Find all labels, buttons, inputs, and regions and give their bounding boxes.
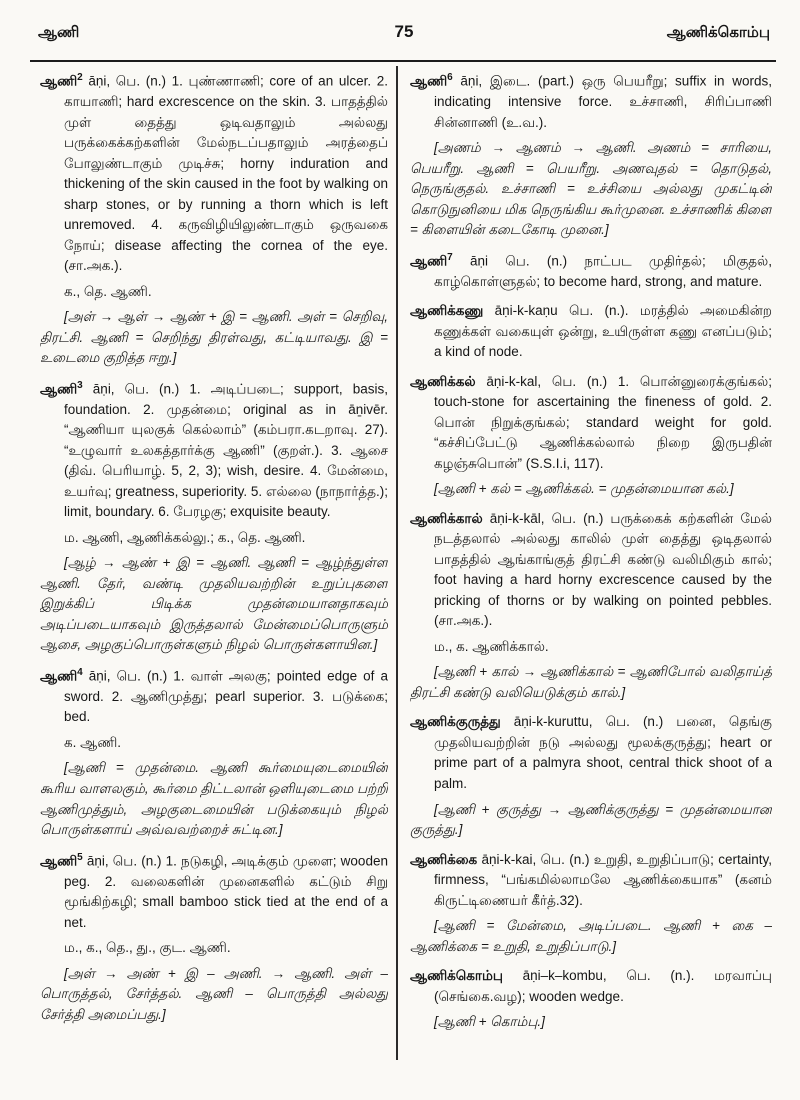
transliteration: āṇi, bbox=[86, 853, 109, 869]
etymology: [ஆணி + கொம்பு.] bbox=[434, 1014, 545, 1030]
transliteration: āṇi, bbox=[460, 73, 483, 89]
running-header bbox=[38, 22, 770, 43]
entry-anikkal bbox=[410, 372, 772, 500]
header-rule bbox=[30, 60, 776, 62]
entry-head bbox=[410, 509, 772, 632]
transliteration: āṇi-k-kai, bbox=[481, 851, 537, 867]
entry-head bbox=[40, 378, 388, 523]
definition-text: பெ. (n.). மரவாப்பு (செங்கை.வழ); wooden wedge. bbox=[434, 968, 772, 1004]
entry-head bbox=[410, 712, 772, 794]
headword: ஆணி bbox=[40, 853, 78, 869]
definition-text: பெ. (n.) நாட்பட முதிர்தல்; மிகுதல், காழ்கொள்ளுதல்; to become hard, strong, and mature. bbox=[434, 253, 772, 289]
transliteration: āṇi–k–kombu, bbox=[522, 968, 607, 984]
definition-text: பெ. (n.) உறுதி, உறுதிப்பாடு; certainty, firmness, “பங்கமில்லாமலே ஆணிக்கையாக” (கனம் கிருட்டிணையர் கீர்த்.32). bbox=[434, 851, 772, 908]
entry-ani-3 bbox=[40, 378, 388, 656]
transliteration: āṇi-k-kaṇu bbox=[494, 303, 558, 319]
definition-text: பெ. (n.) பனை, தெங்கு முதலியவற்றின் நடு அல்லது மூலக்குருத்து; heart or prime part of a palmyra shoot, central thick shoot of a palm. bbox=[434, 714, 772, 791]
entry-ani-5 bbox=[40, 850, 388, 1026]
definition-text: பெ. (n.) 1. புண்ணாணி; core of an ulcer. 2. காயாணி; hard excrescence on the skin. 3. பாதத்தில் முள் தைத்து ஒடிவதாலும் அல்லது பருக்கைக்கற்களின் மேல்நடப்பதாலும் அரத்தைப் போலுண்டாகும் முடிச்சு; horny induration and thickening of the skin caused in the foot by walking on sharp stones, or by running a thorn which is left unremoved. 4. கருவிழியிலுண்டாகும் ஒருவகை நோய்; disease affecting the cornea of the eye. (சா.அக.). bbox=[64, 73, 388, 274]
entry-head bbox=[410, 301, 772, 363]
entry-ani-2 bbox=[40, 70, 388, 369]
etymology: [ஆணி = மேன்மை, அடிப்படை. ஆணி + கை – ஆணிக்கை = உறுதி, உறுதிப்பாடு.] bbox=[410, 918, 772, 954]
headword: ஆணிக்கணு bbox=[410, 303, 484, 319]
definition-text: இடை. (part.) ஒரு பெயரீறு; suffix in words, indicating intensive force. உச்சாணி, சிரிப்பாணி சின்னாணி (உ.வ.). bbox=[434, 73, 772, 130]
headword: ஆணிக்கை bbox=[410, 851, 478, 867]
definition-text: பெ. (n.) பருக்கைக் கற்களின் மேல் நடத்தலால் அல்லது காலில் முள் தைத்து ஒடிதலால் பாதத்தில் ஆங்காங்குத் திரட்சி கண்டு வலிமிகும் கால்; foot having a hard horny excrescence caused by the pricking of thorns or by walking on pointed pebbles. (சா.அக.). bbox=[434, 510, 772, 629]
transliteration: āṇi-k-kuruttu, bbox=[513, 714, 593, 730]
entry-head bbox=[410, 850, 772, 912]
entry-head bbox=[410, 372, 772, 475]
left-column bbox=[40, 70, 388, 1080]
etymology: [ஆணி + கால் → ஆணிக்கால் = ஆணிபோல் வலிதாய்த் திரட்சி கண்டு வலியெடுக்கும் கால்.] bbox=[410, 664, 772, 700]
entry-anikkombu bbox=[410, 966, 772, 1033]
headword: ஆணிக்கல் bbox=[410, 373, 476, 389]
headword: ஆணிக்கொம்பு bbox=[410, 968, 503, 984]
entry-anikkuruttu bbox=[410, 712, 772, 840]
transliteration: āṇi bbox=[470, 253, 489, 269]
etymology: [ஆணி + குருத்து → ஆணிக்குருத்து = முதன்மையான குருத்து.] bbox=[410, 801, 772, 838]
definition-text: பெ. (n.) 1. வாள் அலகு; pointed edge of a sword. 2. ஆணிமுத்து; pearl superior. 3. படுக்கை; bed. bbox=[64, 668, 388, 725]
entry-head bbox=[410, 966, 772, 1007]
cognates-line: ம., க. ஆணிக்கால். bbox=[434, 638, 549, 654]
entry-head bbox=[40, 70, 388, 277]
entry-head bbox=[410, 250, 772, 293]
entry-head bbox=[40, 665, 388, 728]
entry-anikkanu bbox=[410, 301, 772, 363]
definition-text: பெ. (n.) 1. அடிப்படை; support, basis, foundation. 2. முதன்மை; original as in āṉivēr. “ஆணியா யுலகுக் கெல்லாம்” (கம்பரா.கடறாவு. 27). “உழுவார் உலகத்தார்க்கு ஆணி” (குறள்.). 3. ஆசை (திவ். பெரியாழ். 5, 2, 3); wish, desire. 4. மேன்மை, உயர்வு; greatness, superiority. 5. எல்லை (நாநார்த்த.); limit, boundary. 6. பேரழகு; exquisite beauty. bbox=[64, 381, 388, 520]
etymology: [அணம் → ஆணம் → ஆணி. அணம் = சாரியை, பெயரீறு. ஆணி = பெயரீறு. அணவுதல் = தொடுதல், நெருங்குதல். உச்சாணி = உச்சியை அல்லது முகட்டின் கொடுநுனியை மிக நெருங்கிய கூர்முனை. உச்சாணிக் கிளை = கிளையின் கடைகோடி முனை.] bbox=[410, 140, 772, 238]
definition-text: பெ. (n.) 1. பொன்னுரைக்குங்கல்; touch-stone for ascertaining the fineness of gold. 2. பொன் நிறுக்குங்கல்; standard weight for gold. “கச்சிப்பேட்டு ஆணிக்கல்லால் நிறை இருபதின் கழஞ்சுபொன்” (S.S.I.i, 117). bbox=[434, 373, 772, 471]
transliteration: āṇi-k-kāl, bbox=[489, 510, 545, 526]
etymology: [ஆணி = முதன்மை. ஆணி கூர்மையுடைமையின் கூரிய வாளலகும், கூர்மை திட்டலான் ஒளியுடைமை பற்றி ஆணிமுத்தும், அழகுடைமையின் படுக்கையும் நிழல் பொருள்களாய் அவ்வவற்றைச் சுட்டின.] bbox=[40, 760, 388, 838]
definition-text: பெ. (n.) 1. நடுகழி, அடிக்கும் முளை; wooden peg. 2. வலைகளின் முனைகளில் கட்டும் சிறு மூங்கிற்கழி; small bamboo stick tied at the end of a net. bbox=[64, 853, 388, 930]
definition-text: பெ. (n.). மரத்தில் அமைகின்ற கணுக்கள் வகையுள் ஒன்று, உயிருள்ள கணு எனப்படும்; a kind of node. bbox=[434, 303, 772, 360]
page-number: 75 bbox=[394, 22, 414, 41]
headword: ஆணிக்கால் bbox=[410, 510, 483, 526]
headword: ஆணிக்குருத்து bbox=[410, 714, 501, 730]
transliteration: āṇi, bbox=[92, 381, 115, 397]
cognates-line: ம., க., தெ., து., குட. ஆணி. bbox=[64, 940, 231, 956]
cognates-line: க., தெ. ஆணி. bbox=[64, 283, 152, 299]
entry-ani-7 bbox=[410, 250, 772, 293]
entry-ani-4 bbox=[40, 665, 388, 841]
etymology: [ஆணி + கல் = ஆணிக்கல். = முதன்மையான கல்.] bbox=[434, 481, 734, 497]
cognates-line: ம. ஆணி, ஆணிக்கல்லு.; க., தெ. ஆணி. bbox=[64, 529, 306, 545]
right-column bbox=[410, 70, 772, 1080]
etymology: [அள் → ஆள் → ஆண் + இ = ஆணி. அள் = செறிவு, திரட்சி. ஆணி = செறிந்து திரள்வது, கட்டியாவது. இ = உடைமை குறித்த ஈறு.] bbox=[40, 309, 388, 366]
entry-ani-6 bbox=[410, 70, 772, 241]
headword: ஆணி bbox=[40, 73, 78, 89]
cognates-line: க. ஆணி. bbox=[64, 734, 122, 750]
entry-head bbox=[40, 850, 388, 934]
header-guide-word-left: ஆணி bbox=[38, 24, 80, 41]
etymology: [ஆழ் → ஆண் + இ = ஆணி. ஆணி = ஆழ்ந்துள்ள ஆணி. தேர், வண்டி முதலியவற்றின் உறுப்புகளை இறுக்கிப் பிடிக்க முதன்மையானதாகவும் அடிப்படையாகவும் இருத்தலால் மேன்மைப்பொருளும் ஆசை, அழகுப்பொருள்களும் நிழல் பொருள்களாயின.] bbox=[40, 555, 388, 653]
homograph-number: 6 bbox=[447, 72, 453, 83]
homograph-number: 5 bbox=[77, 851, 83, 863]
homograph-number: 4 bbox=[77, 666, 83, 678]
column-divider bbox=[396, 66, 398, 1060]
header-guide-word-right: ஆணிக்கொம்பு bbox=[666, 24, 770, 41]
transliteration: āṇi-k-kal, bbox=[486, 373, 542, 389]
headword: ஆணி bbox=[40, 381, 78, 397]
entry-anikkal-foot bbox=[410, 509, 772, 704]
entry-anikkai bbox=[410, 850, 772, 958]
headword: ஆணி bbox=[410, 73, 448, 89]
entry-head bbox=[410, 70, 772, 133]
transliteration: āṇi, bbox=[88, 73, 111, 89]
transliteration: āṇi, bbox=[88, 668, 111, 684]
headword: ஆணி bbox=[40, 668, 78, 684]
etymology: [அள் → அண் + இ – அணி. → ஆணி. அள் – பொருத்தல், சேர்த்தல். ஆணி – பொருத்தி அல்லது சேர்த்தி அமைப்பது.] bbox=[40, 965, 388, 1022]
homograph-number: 2 bbox=[77, 72, 83, 83]
headword: ஆணி bbox=[410, 253, 448, 269]
homograph-number: 7 bbox=[447, 251, 453, 263]
homograph-number: 3 bbox=[77, 379, 83, 391]
